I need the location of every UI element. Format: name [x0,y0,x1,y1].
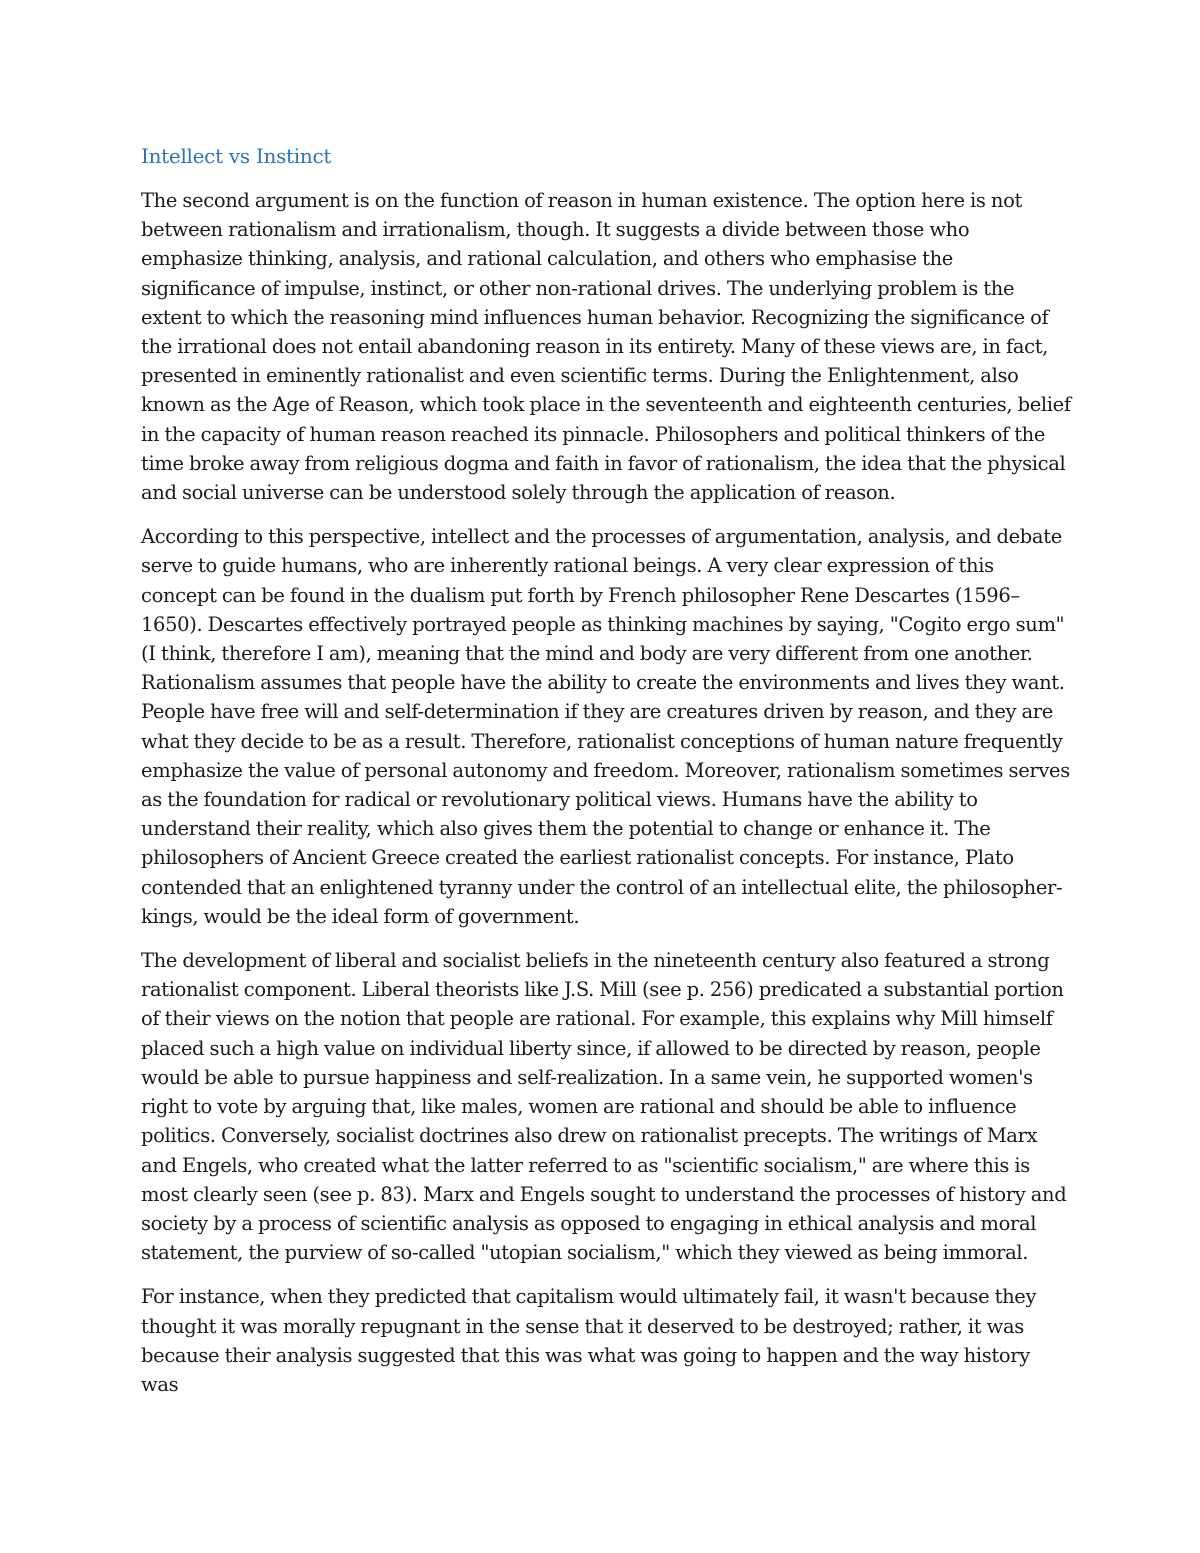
paragraph-rationalist-perspective: According to this perspective, intellect and the processes of argumentation, analysis, and debate serve to guide humans, who are inherently rational beings. A very clear expression of this concept can be found in the dualism put forth by French philosopher Rene Descartes (1596–1650). Descartes effectively portrayed people as thinking machines by saying, "Cogito ergo sum" (I think, therefore I am), meaning that the mind and body are very different from one another. Rationalism assumes that people have the ability to create the environments and lives they want. People have free will and self-determination if they are creatures driven by reason, and they are what they decide to be as a result. Therefore, rationalist conceptions of human nature frequently emphasize the value of personal autonomy and freedom. Moreover, rationalism sometimes serves as the foundation for radical or revolutionary political views. Humans have the ability to understand their reality, which also gives them the potential to change or enhance it. The philosophers of Ancient Greece created the earliest rationalist concepts. For instance, Plato contended that an enlightened tyranny under the control of an intellectual elite, the philosopher-kings, would be the ideal form of government. [141,525,1070,928]
paragraph-liberal-socialist: The development of liberal and socialist beliefs in the nineteenth century also featured a strong rationalist component. Liberal theorists like J.S. Mill (see p. 256) predicated a substantial portion of their views on the notion that people are rational. For example, this explains why Mill himself placed such a high value on individual liberty since, if allowed to be directed by reason, people would be able to pursue happiness and self-realization. In a same vein, he supported women's right to vote by arguing that, like males, women are rational and should be able to influence politics. Conversely, socialist doctrines also drew on rationalist precepts. The writings of Marx and Engels, who created what the latter referred to as "scientific socialism," are where this is most clearly seen (see p. 83). Marx and Engels sought to understand the processes of history and society by a process of scientific analysis as opposed to engaging in ethical analysis and moral statement, the purview of so-called "utopian socialism," which they viewed as being immoral. [141,949,1067,1265]
section-heading: Intellect vs Instinct [141,144,332,168]
paragraph-capitalism-prediction: For instance, when they predicted that capitalism would ultimately fail, it wasn't because they thought it was morally repugnant in the sense that it deserved to be destroyed; rather, it was because their analysis suggested that this was what was going to happen and the way history was [141,1285,1037,1396]
paragraph-reason-function: The second argument is on the function of reason in human existence. The option here is not between rationalism and irrationalism, though. It suggests a divide between those who emphasize thinking, analysis, and rational calculation, and others who emphasise the significance of impulse, instinct, or other non-rational drives. The underlying problem is the extent to which the reasoning mind influences human behavior. Recognizing the significance of the irrational does not entail abandoning reason in its entirety. Many of these views are, in fact, presented in eminently rationalist and even scientific terms. During the Enlightenment, also known as the Age of Reason, which took place in the seventeenth and eighteenth centuries, belief in the capacity of human reason reached its pinnacle. Philosophers and political thinkers of the time broke away from religious dogma and faith in favor of rationalism, the idea that the physical and social universe can be understood solely through the application of reason. [141,189,1071,505]
document-body [141,142,1071,1399]
